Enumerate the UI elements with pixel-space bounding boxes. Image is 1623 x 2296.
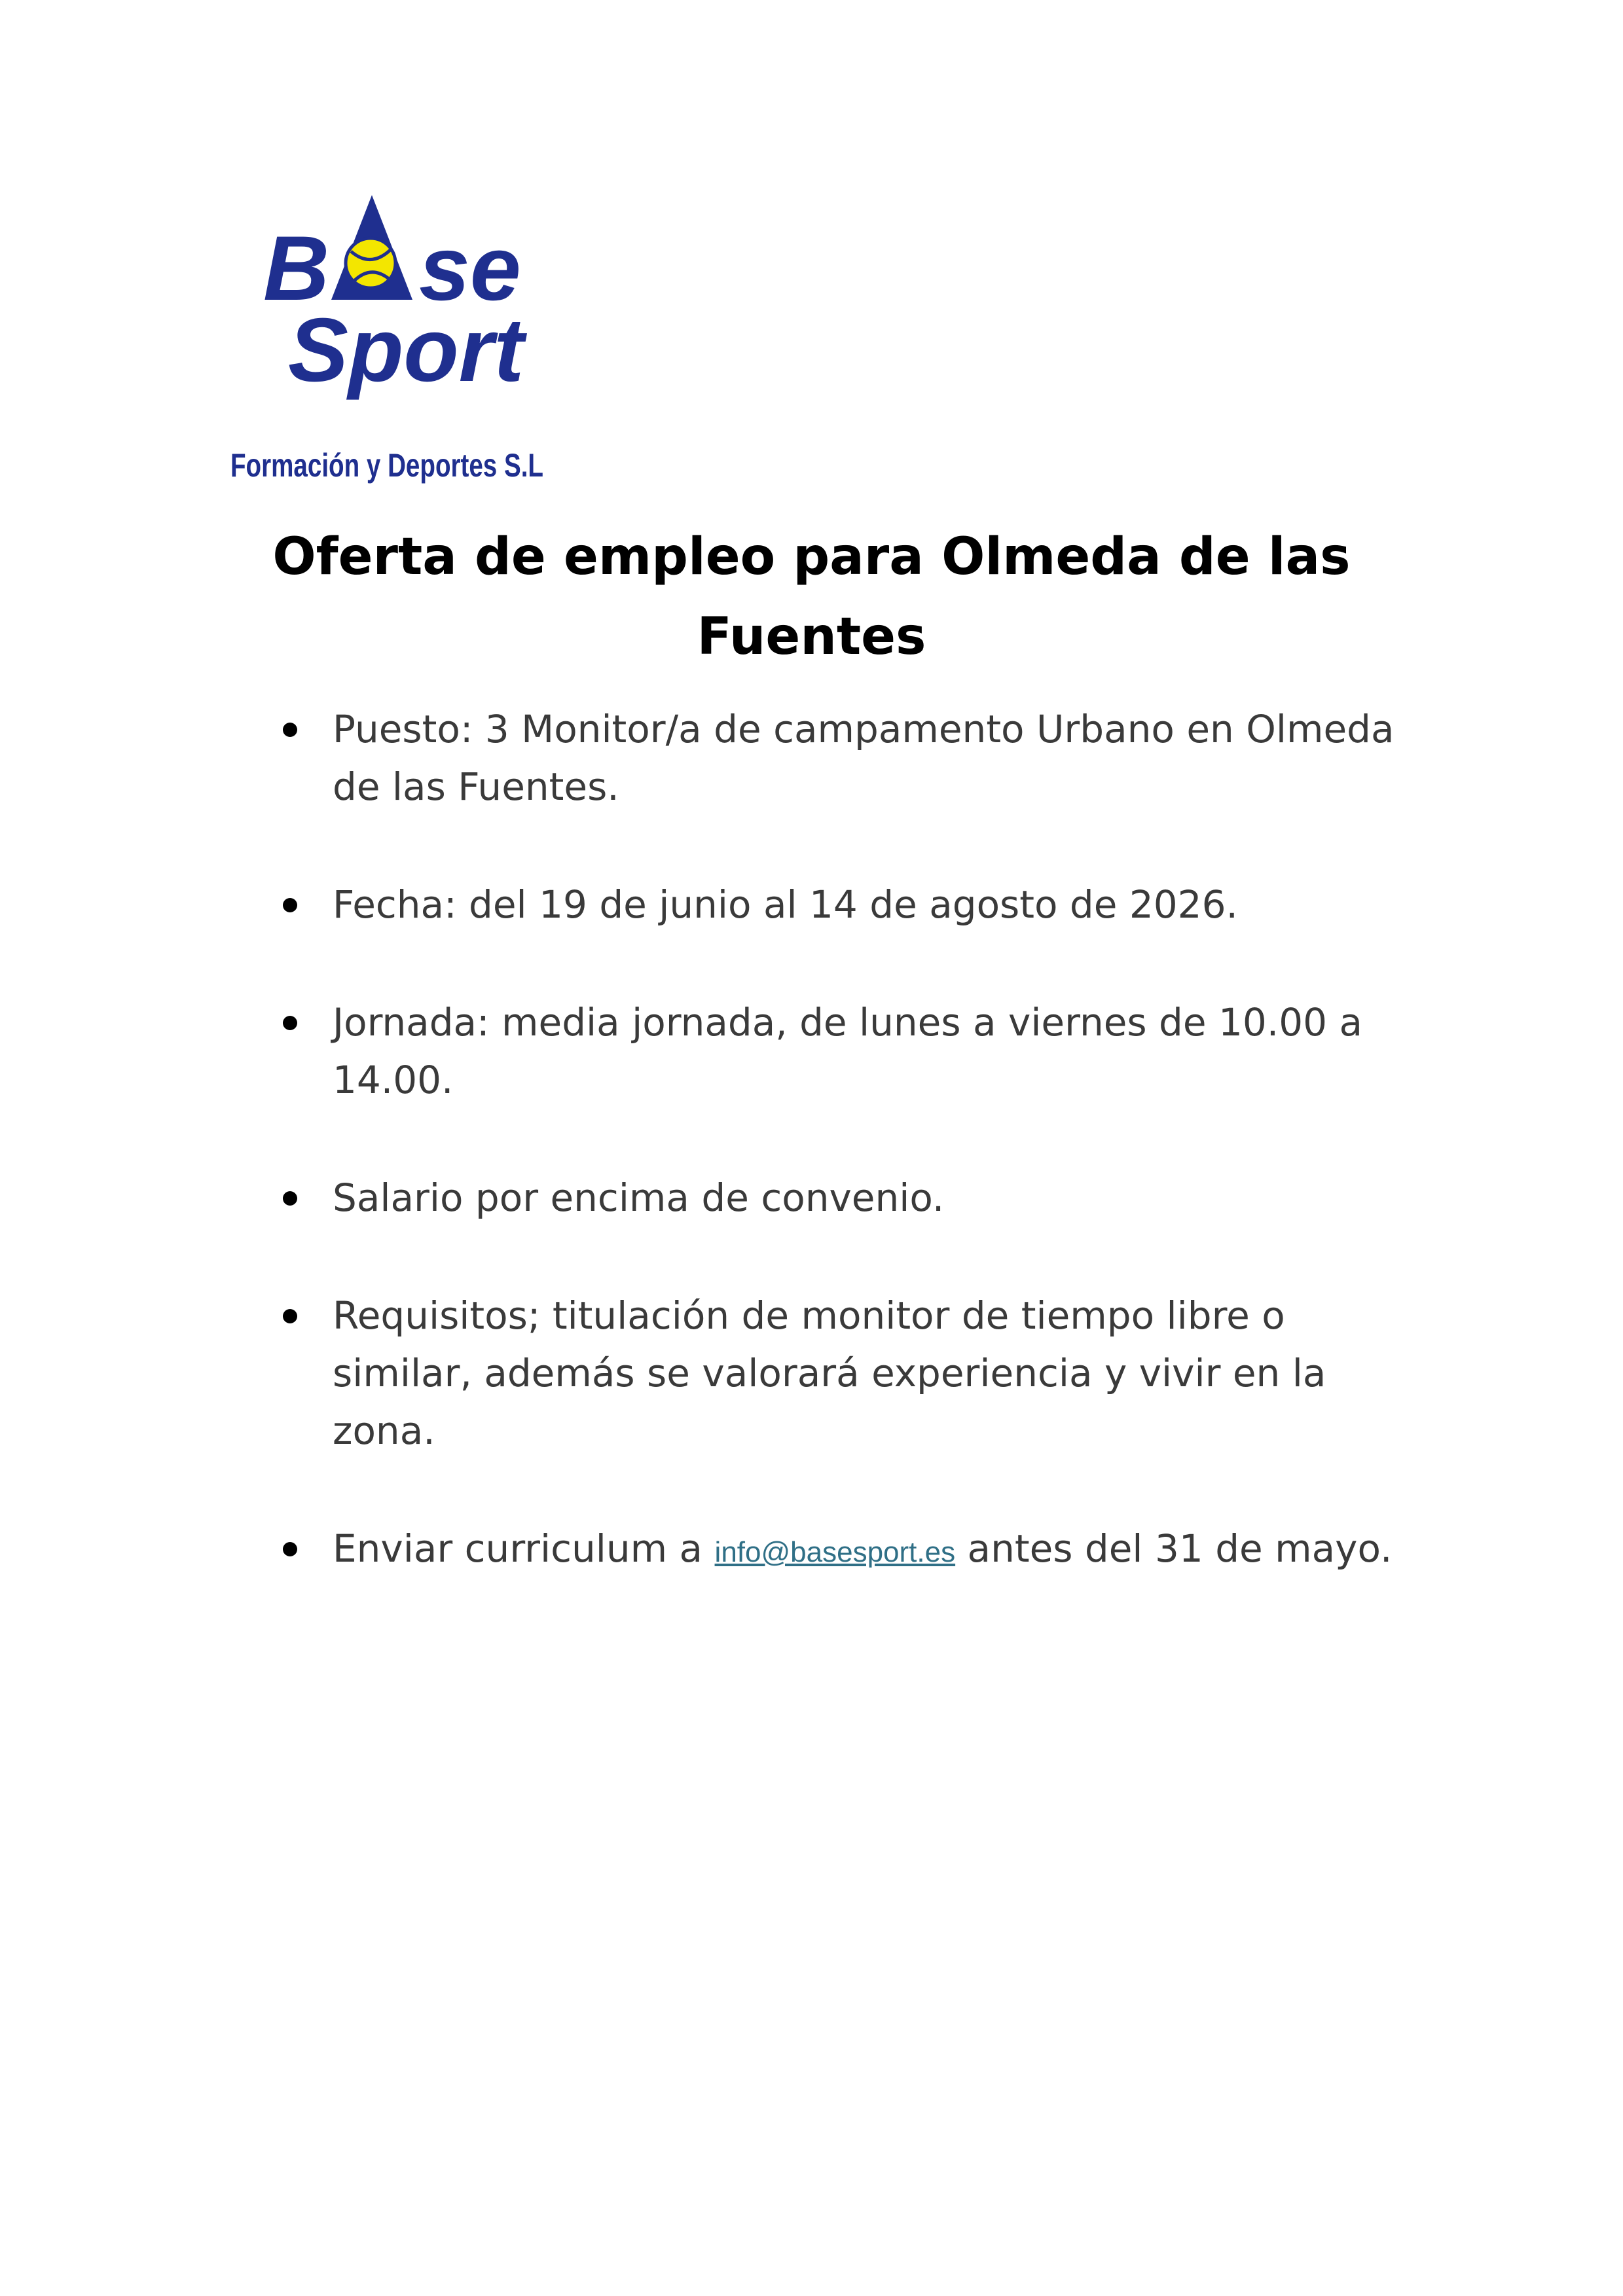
page-title-line-2: Fuentes <box>697 607 926 666</box>
bullet-icon <box>283 1191 297 1206</box>
list-item-enviar <box>282 1520 1434 1581</box>
logo-word-sport: Sport <box>288 300 524 401</box>
page-title-line-1: Oferta de empleo para Olmeda de las <box>272 528 1351 586</box>
bullet-icon <box>283 1016 297 1030</box>
list-item-fecha <box>282 876 1434 933</box>
list-item-text-before: Enviar curriculum a <box>333 1526 715 1571</box>
list-item-text: Requisitos; titulación de monitor de tiempo libre o similar, además se valorará experiencia y vivir en la zona. <box>333 1293 1326 1453</box>
base-sport-logo <box>223 183 550 497</box>
logo-letters-se: se <box>419 217 521 319</box>
email-link[interactable]: info@basesport.es <box>714 1536 956 1568</box>
job-details-list <box>282 700 1434 1641</box>
list-item-puesto <box>282 700 1434 816</box>
base-sport-logo-graphic <box>223 183 550 497</box>
list-item-salario <box>282 1169 1434 1227</box>
logo-tagline: Formación y Deportes S.L <box>230 447 543 484</box>
list-item-requisitos <box>282 1287 1434 1460</box>
bullet-icon <box>283 723 297 737</box>
list-item-text: Fecha: del 19 de junio al 14 de agosto de 2026. <box>333 882 1238 927</box>
page-title <box>0 517 1623 677</box>
bullet-icon <box>283 898 297 912</box>
list-item-text-after: antes del 31 de mayo. <box>955 1526 1393 1571</box>
bullet-icon <box>283 1309 297 1323</box>
logo-letter-b: B <box>263 217 330 319</box>
list-item-text: Salario por encima de convenio. <box>333 1175 945 1220</box>
list-item-jornada <box>282 994 1434 1109</box>
list-item-text: Jornada: media jornada, de lunes a viernes de 10.00 a 14.00. <box>333 1000 1362 1102</box>
bullet-icon <box>283 1542 297 1556</box>
list-item-text: Puesto: 3 Monitor/a de campamento Urbano en Olmeda de las Fuentes. <box>333 707 1395 809</box>
